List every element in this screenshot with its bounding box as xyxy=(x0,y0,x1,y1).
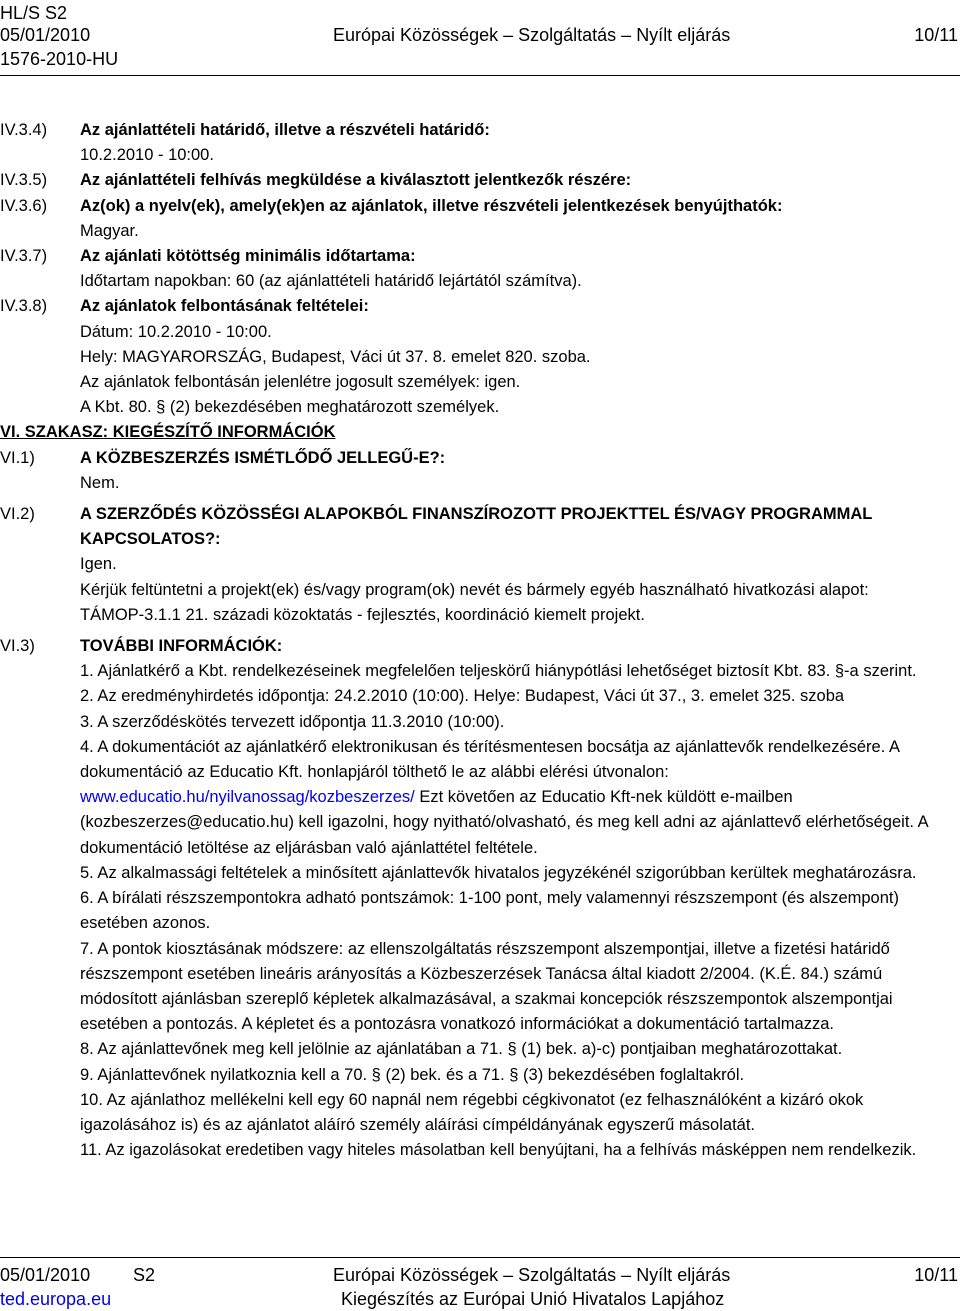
footer-title: Európai Közösségek – Szolgáltatás – Nyílt eljárás xyxy=(333,1265,731,1285)
documentation-link[interactable]: www.educatio.hu/nyilvanossag/kozbeszerzes/ xyxy=(80,788,415,807)
header-issue: 1576-2010-HU xyxy=(0,49,119,69)
header-rule xyxy=(0,75,960,76)
section-vi-2 xyxy=(0,502,960,628)
section-number: IV.3.5) xyxy=(0,171,48,190)
section-iv-3-7 xyxy=(0,244,960,294)
footer-publisher: Kiegészítés az Európai Unió Hivatalos Lapjához xyxy=(341,1289,725,1309)
section-iv-3-5 xyxy=(0,168,960,193)
section-iv-3-8 xyxy=(0,294,960,420)
section-value: Nem. xyxy=(80,473,120,492)
opening-date: Dátum: 10.2.2010 - 10:00. xyxy=(80,322,272,341)
opening-persons: A Kbt. 80. § (2) bekezdésében meghatározott személyek. xyxy=(80,398,500,417)
section-title: TOVÁBBI INFORMÁCIÓK: xyxy=(80,637,283,656)
info-item-4 xyxy=(80,735,960,861)
opening-place: Hely: MAGYARORSZÁG, Budapest, Váci út 37. 8. emelet 820. szoba. xyxy=(80,347,591,366)
section-value: Magyar. xyxy=(80,221,139,240)
project-reference: TÁMOP-3.1.1 21. századi közoktatás - fejlesztés, koordináció kiemelt projekt. xyxy=(80,605,645,624)
section-value: Igen. xyxy=(80,555,117,574)
info-item-9: 9. Ajánlattevőnek nyilatkoznia kell a 70. § (2) bek. és a 71. § (3) bekezdésében foglaltakról. xyxy=(80,1065,745,1084)
info-item-4-continued: Ezt követően az Educatio Kft-nek küldött e-mailben (kozbeszerzes@educatio.hu) kell igazolni, hogy nyitható/olvasható, és meg kell adni az ajánlattevő elérhetőségeit. A dokumentáció letöltése az eljárásban való ajánlattétel feltétele. xyxy=(80,788,928,857)
footer-series: S2 xyxy=(133,1265,156,1285)
section-value: Időtartam napokban: 60 (az ajánlattételi határidő lejártától számítva). xyxy=(80,272,582,291)
section-iv-3-4 xyxy=(0,118,960,168)
section-number: VI.2) xyxy=(0,505,35,524)
footer-rule xyxy=(0,1257,960,1258)
section-number: IV.3.6) xyxy=(0,196,48,215)
project-reference-prompt: Kérjük feltüntetni a projekt(ek) és/vagy program(ok) nevét és bármely egyéb használható hivatkozási alapot: xyxy=(80,580,869,599)
footer-date: 05/01/2010 xyxy=(0,1265,91,1285)
section-vi-1 xyxy=(0,446,960,496)
header-title: Európai Közösségek – Szolgáltatás – Nyílt eljárás xyxy=(333,25,731,45)
footer-site-link[interactable]: ted.europa.eu xyxy=(0,1289,112,1309)
section-number: IV.3.7) xyxy=(0,247,48,266)
info-item-3: 3. A szerződéskötés tervezett időpontja 11.3.2010 (10:00). xyxy=(80,712,505,731)
section-title: Az ajánlattételi felhívás megküldése a kiválasztott jelentkezők részére: xyxy=(80,171,632,190)
info-item-6: 6. A bírálati részszempontokra adható pontszámok: 1-100 pont, mely valamennyi részszempont (és alszempont) esetében azonos. xyxy=(80,889,899,933)
section-title: A KÖZBESZERZÉS ISMÉTLŐDŐ JELLEGŰ-E?: xyxy=(80,448,446,467)
section-number: IV.3.8) xyxy=(0,297,48,316)
section-value: 10.2.2010 - 10:00. xyxy=(80,146,214,165)
section-title: Az ajánlatok felbontásának feltételei: xyxy=(80,297,369,316)
footer-page: 10/11 xyxy=(914,1265,958,1285)
info-item-4-text: 4. A dokumentációt az ajánlatkérő elektronikusan és térítésmentesen bocsátja az ajánlattevők rendelkezésére. A dokumentáció az Educatio Kft. honlapjáról tölthető le az alábbi elérési útvonalon: xyxy=(80,737,900,782)
info-item-8: 8. Az ajánlattevőnek meg kell jelölnie az ajánlatában a 71. § (1) bek. a)-c) pontjaiban meghatározottakat. xyxy=(80,1040,843,1059)
section-number: IV.3.4) xyxy=(0,121,48,139)
document-body xyxy=(0,118,960,1163)
header-page: 10/11 xyxy=(914,25,958,45)
section-title: Az ajánlattételi határidő, illetve a részvételi határidő: xyxy=(80,121,490,139)
section-vi-3 xyxy=(0,634,960,1163)
header-date: 05/01/2010 xyxy=(0,25,91,45)
info-item-1: 1. Ajánlatkérő a Kbt. rendelkezéseinek megfelelően teljeskörű hiánypótlási lehetőséget biztosít Kbt. 83. §-a szerint. xyxy=(80,662,917,681)
info-item-11: 11. Az igazolásokat eredetiben vagy hiteles másolatban kell benyújtani, ha a felhívás másképpen nem rendelkezik. xyxy=(80,1141,917,1160)
section-vi-heading: VI. SZAKASZ: KIEGÉSZÍTŐ INFORMÁCIÓK xyxy=(0,423,336,442)
info-item-10: 10. Az ajánlathoz mellékelni kell egy 60 napnál nem régebbi cégkivonatot (ez felhasználóként a kizáró okok igazolásához is) és az ajánlatot aláíró személy aláírási címpéldányának egyszerű másolatát. xyxy=(80,1090,864,1134)
section-number: VI.1) xyxy=(0,448,35,467)
section-number: VI.3) xyxy=(0,637,35,656)
header-doc-id: HL/S S2 xyxy=(0,3,68,23)
opening-attendance: Az ajánlatok felbontásán jelenlétre jogosult személyek: igen. xyxy=(80,373,521,392)
section-title: A SZERZŐDÉS KÖZÖSSÉGI ALAPOKBÓL FINANSZÍROZOTT PROJEKTTEL ÉS/VAGY PROGRAMMAL KAPCSOLATOS?: xyxy=(80,505,873,549)
info-item-7: 7. A pontok kiosztásának módszere: az ellenszolgáltatás részszempont alszempontjai, illetve a fizetési határidő részszempont esetében lineáris arányosítás a Közbeszerzések Tanácsa által kiadott 2/2004. (K.É. 84.) számú módosított ajánlásban szereplő képletek alkalmazásával, a szakmai koncepciók részszempontok alszempontjai esetében a pontozás. A képletet és a pontozásra vonatkozó információkat a dokumentáció tartalmazza. xyxy=(80,939,893,1034)
section-iv-3-6 xyxy=(0,194,960,244)
section-title: Az ajánlati kötöttség minimális időtartama: xyxy=(80,247,416,266)
section-title: Az(ok) a nyelv(ek), amely(ek)en az ajánlatok, illetve részvételi jelentkezések benyújthatók: xyxy=(80,196,783,215)
info-item-5: 5. Az alkalmassági feltételek a minősített ajánlattevők hivatalos jegyzékénél szigorúbban kerültek meghatározásra. xyxy=(80,863,917,882)
info-item-2: 2. Az eredményhirdetés időpontja: 24.2.2010 (10:00). Helye: Budapest, Váci út 37., 3. emelet 325. szoba xyxy=(80,687,845,706)
